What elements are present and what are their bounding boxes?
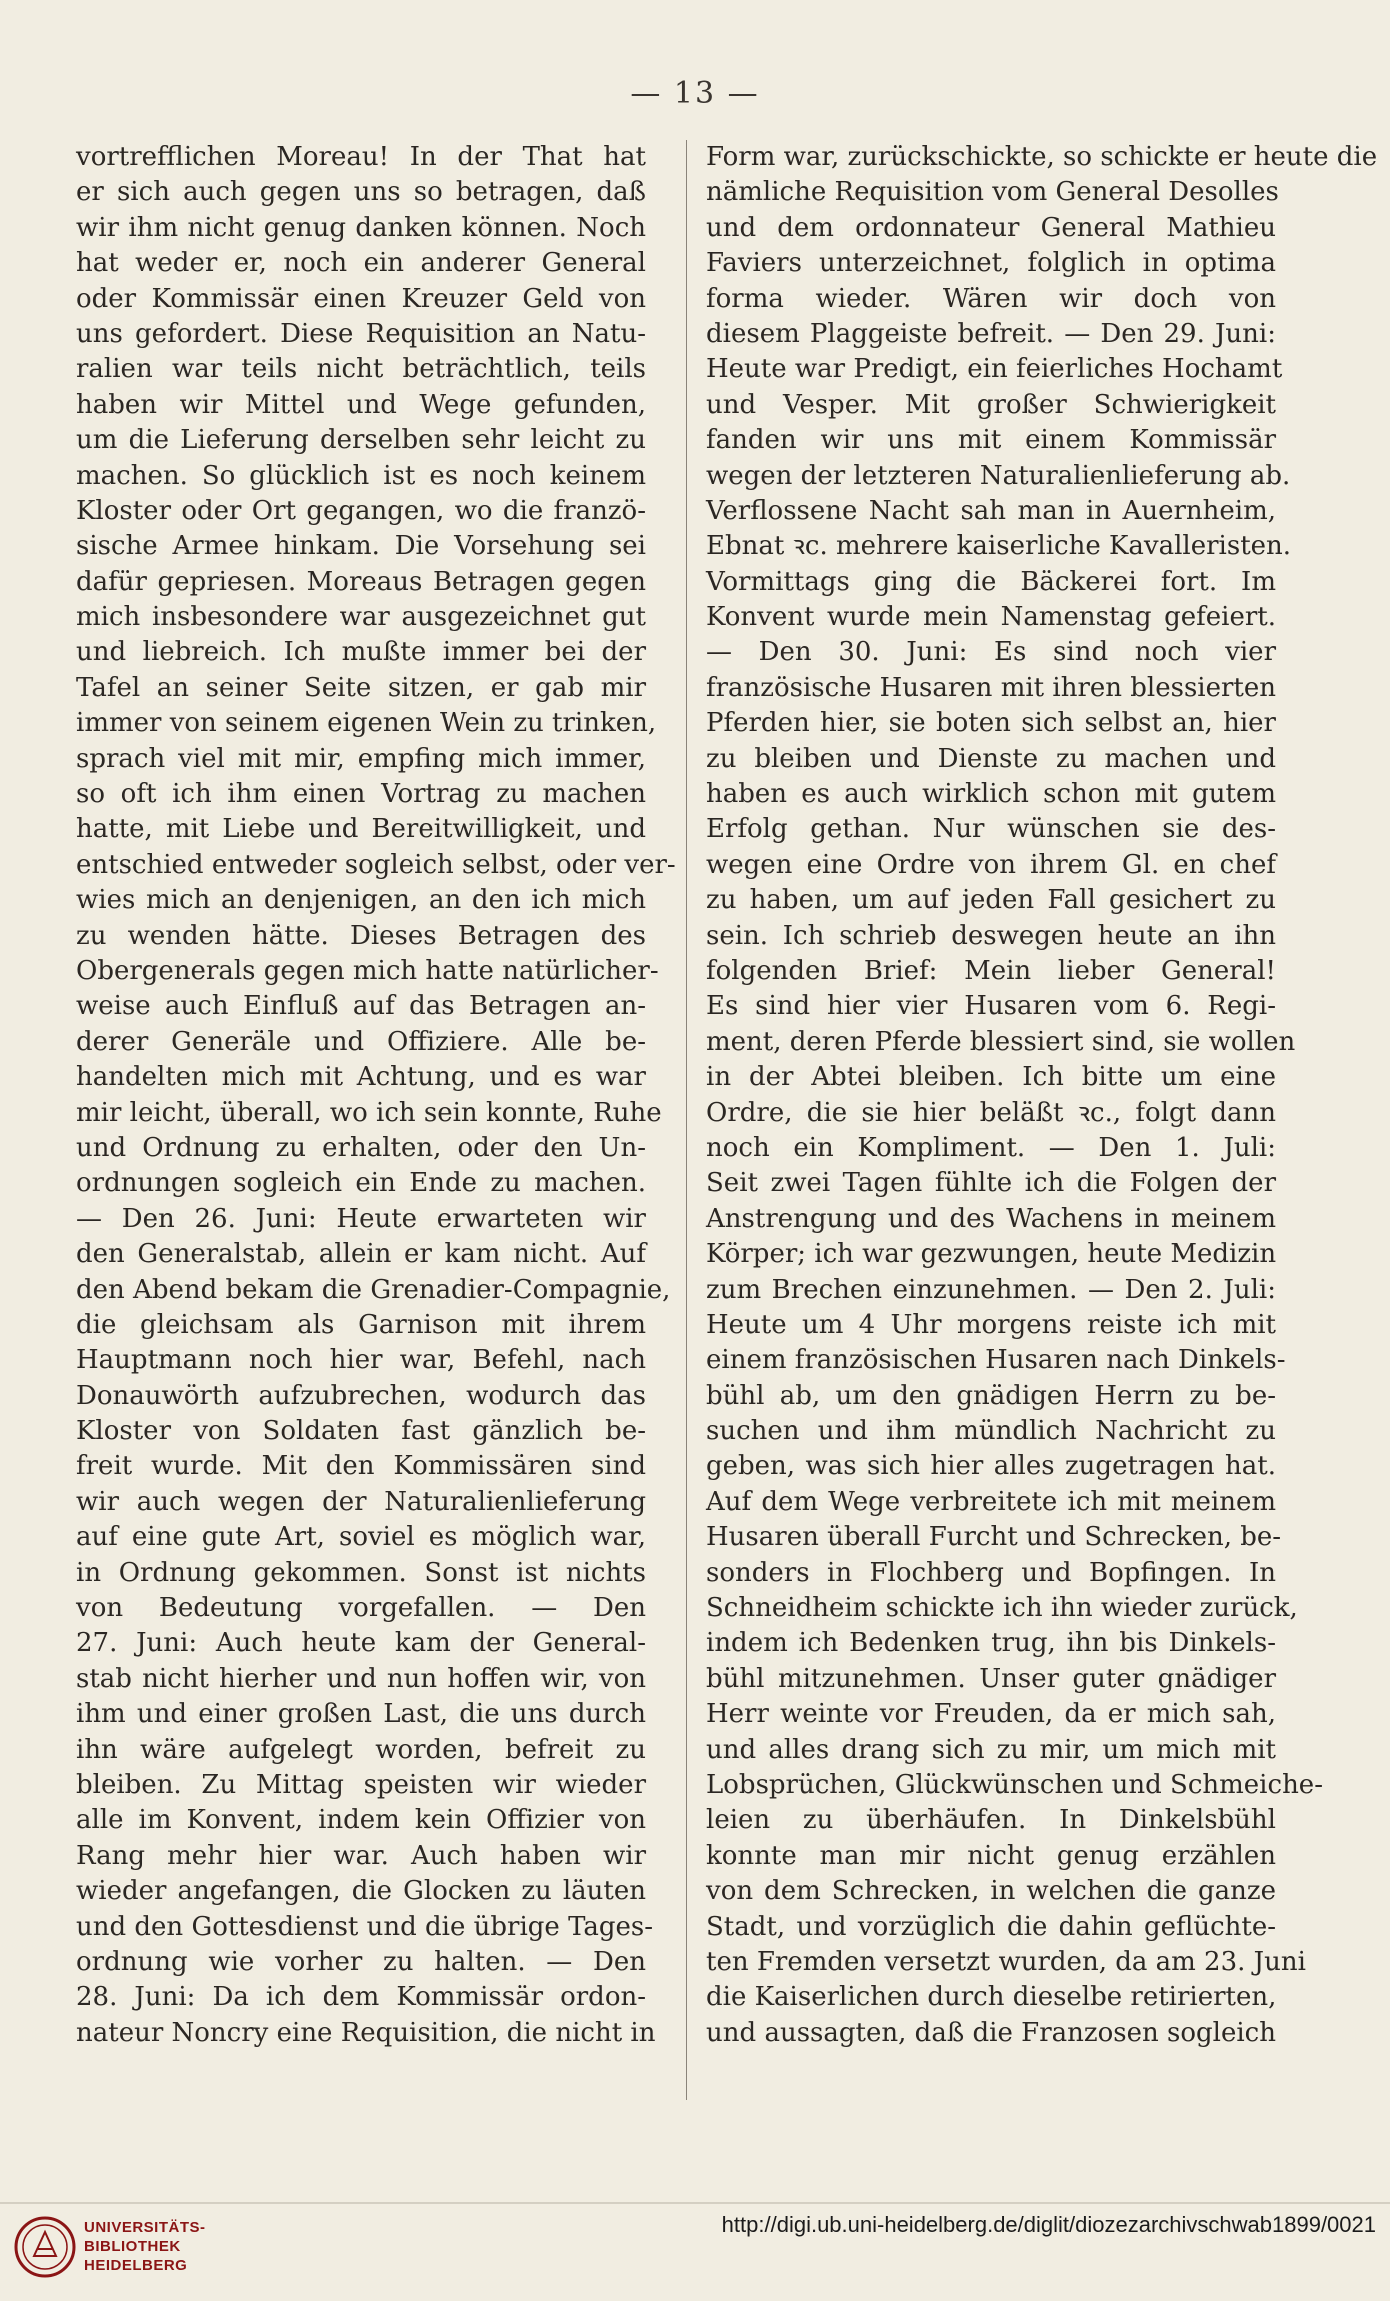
text-line: wir auch wegen der Naturalienlieferung	[76, 1486, 646, 1517]
text-line: oder Kommissär einen Kreuzer Geld von	[76, 283, 646, 314]
text-line: und liebreich. Ich mußte immer bei der	[76, 637, 646, 668]
text-line: mich insbesondere war ausgezeichnet gut	[76, 602, 646, 633]
text-line: er sich auch gegen uns so betragen, daß	[76, 177, 646, 208]
text-line: Rang mehr hier war. Auch haben wir	[76, 1840, 646, 1871]
text-line: wegen der letzteren Naturalienlieferung ab.	[706, 460, 1291, 491]
text-line: zu wenden hätte. Dieses Betragen des	[76, 920, 646, 951]
text-line: zu bleiben und Dienste zu machen und	[706, 743, 1276, 774]
page-number: — 13 —	[630, 76, 760, 111]
text-line: alle im Konvent, indem kein Offizier von	[76, 1805, 646, 1836]
text-line: Ordre, die sie hier beläßt ꝛc., folgt dann	[706, 1097, 1276, 1128]
text-line: folgenden Brief: Mein lieber General!	[706, 955, 1276, 986]
text-line: Donauwörth aufzubrechen, wodurch das	[76, 1380, 646, 1411]
text-line: 27. Juni: Auch heute kam der General-	[76, 1628, 646, 1659]
text-line: in Ordnung gekommen. Sonst ist nichts	[76, 1557, 646, 1588]
text-line: diesem Plaggeiste befreit. — Den 29. Juni:	[706, 318, 1276, 349]
text-line: Vormittags ging die Bäckerei fort. Im	[706, 566, 1276, 597]
footer-divider	[0, 2202, 1390, 2204]
text-line: und den Gottesdienst und die übrige Tages-	[76, 1911, 654, 1942]
text-line: mir leicht, überall, wo ich sein konnte, Ruhe	[76, 1097, 662, 1128]
text-line: Auf dem Wege verbreitete ich mit meinem	[706, 1486, 1276, 1517]
text-line: bühl mitzunehmen. Unser guter gnädiger	[706, 1663, 1276, 1694]
text-line: entschied entweder sogleich selbst, oder ver-	[76, 849, 676, 880]
text-line: konnte man mir nicht genug erzählen	[706, 1840, 1276, 1871]
text-line: forma wieder. Wären wir doch von	[706, 283, 1276, 314]
text-line: die gleichsam als Garnison mit ihrem	[76, 1309, 646, 1340]
text-line: 28. Juni: Da ich dem Kommissär ordon-	[76, 1982, 646, 2013]
text-line: Konvent wurde mein Namenstag gefeiert.	[706, 602, 1276, 633]
text-line: in der Abtei bleiben. Ich bitte um eine	[706, 1062, 1276, 1093]
text-line: und aussagten, daß die Franzosen sogleich	[706, 2017, 1276, 2048]
text-line: freit wurde. Mit den Kommissären sind	[76, 1451, 646, 1482]
text-line: und dem ordonnateur General Mathieu	[706, 212, 1276, 243]
text-line: zu haben, um auf jeden Fall gesichert zu	[706, 885, 1276, 916]
text-line: wieder angefangen, die Glocken zu läuten	[76, 1876, 646, 1907]
text-line: ihm und einer großen Last, die uns durch	[76, 1699, 646, 1730]
text-line: den Abend bekam die Grenadier-Compagnie,	[76, 1274, 671, 1305]
text-line: um die Lieferung derselben sehr leicht zu	[76, 425, 646, 456]
text-line: sprach viel mit mir, empfing mich immer,	[76, 743, 646, 774]
text-line: Stadt, und vorzüglich die dahin geflüchte-	[706, 1911, 1276, 1942]
text-line: stab nicht hierher und nun hoffen wir, von	[76, 1663, 646, 1694]
text-line: — Den 26. Juni: Heute erwarteten wir	[76, 1203, 646, 1234]
text-line: den Generalstab, allein er kam nicht. Auf	[76, 1239, 646, 1270]
text-line: — Den 30. Juni: Es sind noch vier	[706, 637, 1276, 668]
text-line: Verflossene Nacht sah man in Auernheim,	[706, 495, 1276, 526]
text-line: Erfolg gethan. Nur wünschen sie des-	[706, 814, 1276, 845]
text-line: Pferden hier, sie boten sich selbst an, hier	[706, 708, 1276, 739]
text-line: sein. Ich schrieb deswegen heute an ihn	[706, 920, 1276, 951]
text-line: einem französischen Husaren nach Dinkels-	[706, 1345, 1286, 1376]
text-line: indem ich Bedenken trug, ihn bis Dinkels-	[706, 1628, 1276, 1659]
text-line: haben wir Mittel und Wege gefunden,	[76, 389, 646, 420]
text-line: Schneidheim schickte ich ihn wieder zurück,	[706, 1593, 1298, 1624]
text-line: Husaren überall Furcht und Schrecken, be-	[706, 1522, 1282, 1553]
text-line: Seit zwei Tagen fühlte ich die Folgen der	[706, 1168, 1276, 1199]
text-line: und Vesper. Mit großer Schwierigkeit	[706, 389, 1276, 420]
text-line: ralien war teils nicht beträchtlich, teils	[76, 354, 646, 385]
text-line: von Bedeutung vorgefallen. — Den	[76, 1593, 646, 1624]
text-line: nämliche Requisition vom General Desolles	[706, 177, 1279, 208]
text-line: so oft ich ihm einen Vortrag zu machen	[76, 779, 646, 810]
text-line: uns gefordert. Diese Requisition an Natu-	[76, 318, 646, 349]
text-line: weise auch Einfluß auf das Betragen an-	[76, 991, 646, 1022]
text-line: zum Brechen einzunehmen. — Den 2. Juli:	[706, 1274, 1276, 1305]
text-line: leien zu überhäufen. In Dinkelsbühl	[706, 1805, 1276, 1836]
text-line: vortrefflichen Moreau! In der That hat	[76, 142, 646, 172]
text-line: Lobsprüchen, Glückwünschen und Schmeiche-	[706, 1769, 1323, 1800]
text-line: dafür gepriesen. Moreaus Betragen gegen	[76, 566, 646, 597]
text-line: französische Husaren mit ihren blessierten	[706, 672, 1277, 703]
text-line: nateur Noncry eine Requisition, die nicht in	[76, 2017, 656, 2048]
text-line: ihn wäre aufgelegt worden, befreit zu	[76, 1734, 646, 1765]
text-line: bühl ab, um den gnädigen Herrn zu be-	[706, 1380, 1276, 1411]
text-line: immer von seinem eigenen Wein zu trinken,	[76, 708, 657, 739]
university-seal-icon	[14, 2216, 76, 2278]
text-line: Kloster von Soldaten fast gänzlich be-	[76, 1416, 646, 1447]
text-line: auf eine gute Art, soviel es möglich war,	[76, 1522, 646, 1553]
right-text-column	[706, 140, 1378, 2051]
text-line: Hauptmann noch hier war, Befehl, nach	[76, 1345, 646, 1376]
text-line: ordnungen sogleich ein Ende zu machen.	[76, 1168, 646, 1199]
text-line: wegen eine Ordre von ihrem Gl. en chef	[706, 849, 1276, 880]
column-divider	[686, 140, 687, 2100]
library-name-line: BIBLIOTHEK	[84, 2238, 181, 2255]
text-line: suchen und ihm mündlich Nachricht zu	[706, 1416, 1276, 1447]
text-line: Heute war Predigt, ein feierliches Hochamt	[706, 354, 1283, 385]
text-line: geben, was sich hier alles zugetragen hat.	[706, 1451, 1276, 1482]
source-url-link[interactable]: http://digi.ub.uni-heidelberg.de/diglit/diozezarchivschwab1899/0021	[721, 2212, 1376, 2237]
text-line: die Kaiserlichen durch dieselbe retirierten,	[706, 1982, 1277, 2013]
library-name-line: UNIVERSITÄTS-	[84, 2219, 206, 2236]
text-line: derer Generäle und Offiziere. Alle be-	[76, 1026, 646, 1057]
text-line: von dem Schrecken, in welchen die ganze	[706, 1876, 1276, 1907]
text-line: Körper; ich war gezwungen, heute Medizin	[706, 1239, 1277, 1270]
text-line: machen. So glücklich ist es noch keinem	[76, 460, 646, 491]
text-line: wies mich an denjenigen, an den ich mich	[76, 885, 646, 916]
text-line: ordnung wie vorher zu halten. — Den	[76, 1946, 646, 1977]
text-line: Herr weinte vor Freuden, da er mich sah,	[706, 1699, 1276, 1730]
text-line: Tafel an seiner Seite sitzen, er gab mir	[76, 672, 646, 703]
text-line: hat weder er, noch ein anderer General	[76, 248, 646, 279]
text-line: Form war, zurückschickte, so schickte er heute die	[706, 142, 1378, 172]
text-line: Anstrengung und des Wachens in meinem	[706, 1203, 1276, 1234]
text-line: fanden wir uns mit einem Kommissär	[706, 425, 1276, 456]
text-line: sische Armee hinkam. Die Vorsehung sei	[76, 531, 646, 562]
text-line: ten Fremden versetzt wurden, da am 23. Juni	[706, 1946, 1306, 1977]
text-line: und Ordnung zu erhalten, oder den Un-	[76, 1132, 646, 1163]
text-line: und alles drang sich zu mir, um mich mit	[706, 1734, 1276, 1765]
text-line: Obergenerals gegen mich hatte natürlicher-	[76, 955, 659, 986]
text-line: wir ihm nicht genug danken können. Noch	[76, 212, 646, 243]
library-name	[84, 2218, 206, 2275]
text-line: Kloster oder Ort gegangen, wo die franzö-	[76, 495, 646, 526]
text-line: haben es auch wirklich schon mit gutem	[706, 779, 1276, 810]
library-name-line: HEIDELBERG	[84, 2257, 188, 2274]
text-line: Heute um 4 Uhr morgens reiste ich mit	[706, 1309, 1276, 1340]
left-text-column	[76, 140, 676, 2051]
text-line: bleiben. Zu Mittag speisten wir wieder	[76, 1769, 646, 1800]
text-line: Es sind hier vier Husaren vom 6. Regi-	[706, 991, 1276, 1022]
text-line: handelten mich mit Achtung, und es war	[76, 1062, 646, 1093]
text-line: Faviers unterzeichnet, folglich in optima	[706, 248, 1276, 279]
text-line: sonders in Flochberg und Bopfingen. In	[706, 1557, 1276, 1588]
text-line: ment, deren Pferde blessiert sind, sie wollen	[706, 1026, 1296, 1057]
text-line: Ebnat ꝛc. mehrere kaiserliche Kavalleristen.	[706, 531, 1292, 562]
text-line: noch ein Kompliment. — Den 1. Juli:	[706, 1132, 1276, 1163]
text-line: hatte, mit Liebe und Bereitwilligkeit, und	[76, 814, 646, 845]
